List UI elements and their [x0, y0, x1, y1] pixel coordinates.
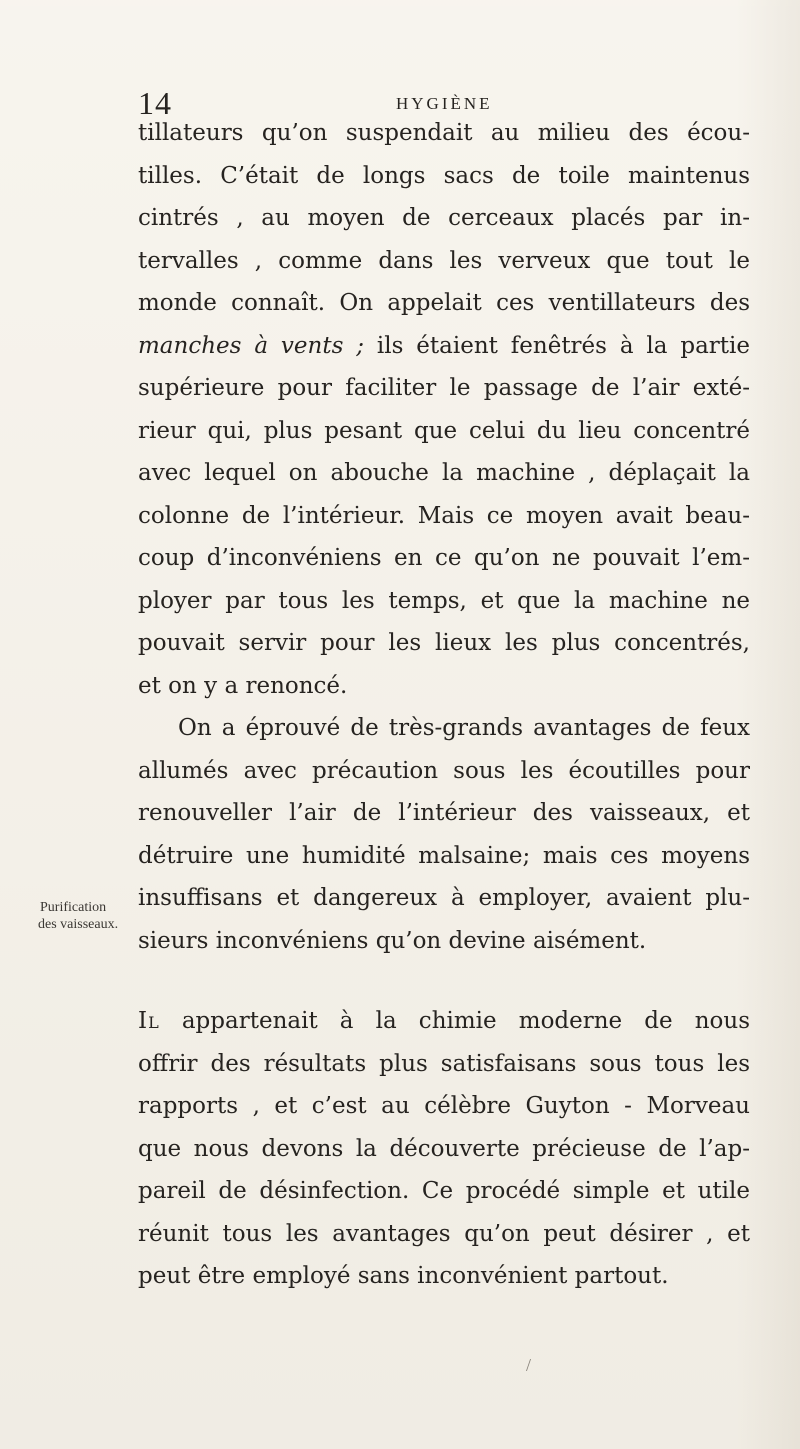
paragraph-gap: [138, 962, 750, 1000]
marginal-note: [40, 899, 136, 933]
text-line: ployer par tous les temps, et que la machine ne: [138, 587, 750, 614]
text-line: tillateurs qu’on suspendait au milieu des écou-: [138, 120, 750, 146]
text-line: sieurs inconvéniens qu’on devine aisément.: [138, 927, 647, 954]
text-line: [138, 325, 750, 368]
text-line: avec lequel on abouche la machine , déplaçait la: [138, 460, 750, 486]
body-text: [138, 112, 750, 1298]
text-line: détruire une humidité malsaine; mais ces moyens: [138, 842, 750, 869]
paragraph-fires: [138, 707, 750, 962]
text-line: peut être employé sans inconvénient partout.: [138, 1263, 669, 1289]
marginal-note-line: Purification: [40, 900, 107, 915]
text-line: allumés avec précaution sous les écoutilles pour: [138, 757, 750, 784]
text-line: offrir des résultats plus satisfaisans sous tous les: [138, 1050, 750, 1077]
text-line: insuffisans et dangereux à employer, avaient plu-: [138, 885, 750, 911]
text-line: tilles. C’était de longs sacs de toile maintenus: [138, 162, 750, 189]
stray-pencil-mark: /: [526, 1355, 532, 1375]
text-line: monde connaît. On appelait ces ventillateurs des: [138, 290, 750, 316]
text-line: que nous devons la découverte précieuse de l’ap-: [138, 1135, 750, 1162]
marginal-note-line: des vaisseaux.: [38, 917, 119, 932]
text-line-rest: appartenait à la chimie moderne de nous: [181, 1008, 751, 1034]
text-line: pouvait servir pour les lieux les plus concentrés,: [138, 630, 750, 656]
text-line: rieur qui, plus pesant que celui du lieu concentré: [138, 417, 750, 444]
text-line: pareil de désinfection. Ce procédé simple et utile: [138, 1178, 750, 1204]
text-line: colonne de l’intérieur. Mais ce moyen avait beau-: [138, 502, 750, 529]
page-number: 14: [138, 85, 172, 121]
text-line: supérieure pour faciliter le passage de l’air exté-: [138, 375, 750, 401]
text-line: renouveller l’air de l’intérieur des vaisseaux, et: [138, 800, 750, 826]
text-line-rest: ils étaient fenêtrés à la partie: [376, 332, 751, 359]
text-line: rapports , et c’est au célèbre Guyton - Morveau: [138, 1093, 750, 1119]
text-line: réunit tous les avantages qu’on peut désirer , et: [138, 1220, 750, 1247]
text-line: coup d’inconvéniens en ce qu’on ne pouvait l’em-: [138, 545, 750, 571]
text-line: [138, 1000, 750, 1043]
paragraph-disinfection: [138, 1000, 750, 1298]
running-head: HYGIÈNE: [396, 94, 493, 113]
text-line: cintrés , au moyen de cerceaux placés par in-: [138, 205, 750, 231]
first-word: Il: [138, 1008, 160, 1034]
italic-phrase: manches à vents ;: [138, 332, 365, 359]
text-line: tervalles , comme dans les verveux que tout le: [138, 247, 750, 274]
paragraph-ventilators: [138, 112, 750, 707]
text-line: et on y a renoncé.: [138, 672, 348, 699]
text-line: On a éprouvé de très-grands avantages de feux: [178, 715, 750, 741]
